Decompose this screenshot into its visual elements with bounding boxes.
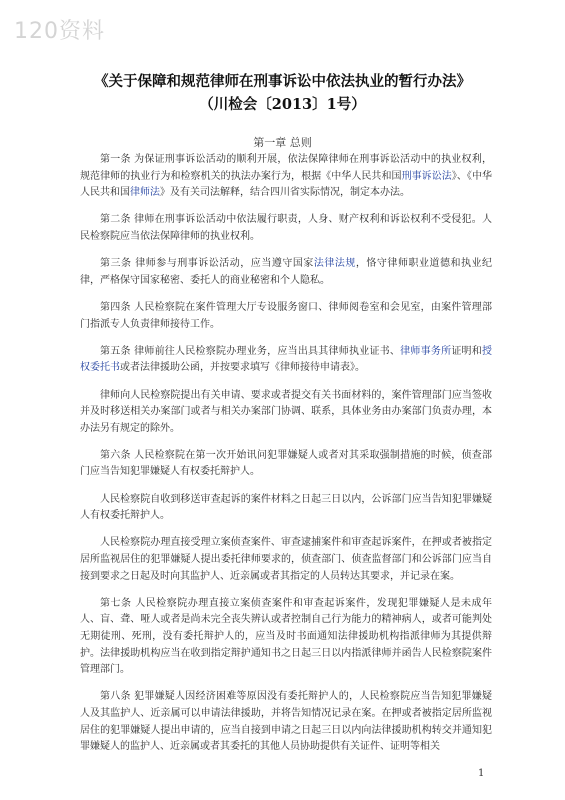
- paragraph-text: 第二条 律师在刑事诉讼活动中依法履行职责，人身、财产权利和诉讼权利不受侵犯。人民检察院应当依法保障律师的执业权利。: [80, 214, 492, 242]
- document-title: 《关于保障和规范律师在刑事诉讼中依法执业的暂行办法》: [94, 73, 471, 90]
- paragraph-text: 》及有关司法解释，结合四川省实际情况，制定本办法。: [160, 187, 410, 199]
- paragraph-text: 第四条 人民检察院在案件管理大厅专设服务窗口、律师阅卷室和会见室，由案件管理部门指派专人负责律师接待工作。: [80, 301, 492, 330]
- paragraph-text: ，恪守律师职业道德和执业纪律，严格保守国家秘密、委托人的商业秘密和个人隐私。: [80, 258, 493, 286]
- paragraph-text: 或者法律援助公函，并按要求填写《律师接待申请表》。: [120, 362, 365, 374]
- paragraph-text: 第五条 律师前往人民检察院办理业务，应当出具其律师执业证书、: [100, 345, 401, 357]
- inline-link[interactable]: 律师事务所: [400, 345, 452, 357]
- inline-link[interactable]: 法律法规: [313, 258, 356, 270]
- document-number: （川检会〔2013〕1号）: [199, 96, 366, 113]
- paragraph-text: 人民检察院自收到移送审查起诉的案件材料之日起三日以内，公诉部门应当告知犯罪嫌疑人有权委托辩护人。: [80, 493, 492, 522]
- paragraph: [80, 256, 492, 289]
- paragraph: [80, 388, 492, 438]
- paragraph: [80, 596, 492, 679]
- paragraph: [80, 492, 492, 525]
- paragraph-text: 第七条 人民检察院办理直接立案侦查案件和审查起诉案件，发现犯罪嫌疑人是未成年人、盲、聋、哑人或者是尚未完全丧失辨认或者控制自己行为能力的精神病人，或者可能判处无期徒刑、死刑，没有委托辩护人的，应当及时书面通知法律援助机构指派律师为其提供辩护。法律援助机构应当在收到指定辩护通知书之日起三日以内指派律师并函告人民检察院案件管理部门。: [80, 597, 492, 676]
- inline-link[interactable]: 授权委托书: [80, 345, 493, 374]
- watermark: 120资料: [14, 19, 105, 44]
- paragraph: [80, 344, 492, 377]
- page-number: 1: [478, 768, 485, 779]
- paragraph-text: 第一条 为保证刑事诉讼活动的顺利开展，依法保障律师在刑事诉讼活动中的执业权利，规范律师的执业行为和检察机关的执法办案行为，根据《中华人民共和国: [80, 154, 492, 182]
- paragraph-text: 证明和: [451, 345, 483, 357]
- document-body: [80, 152, 492, 766]
- paragraph-text: 第八条 犯罪嫌疑人因经济困难等原因没有委托辩护人的，人民检察院应当告知犯罪嫌疑人及其监护人、近亲属可以申请法律援助，并将告知情况记录在案。在押或者被指定居所监视居住的犯罪嫌疑人提出申请的，应当自接到申请之日起三日以内向法律援助机构转交并通知犯罪嫌疑人的监护人、近亲属或者其委托的其他人员协助提供有关证件、证明等相关: [80, 691, 492, 753]
- inline-link[interactable]: 刑事诉讼法: [401, 170, 452, 182]
- paragraph: [80, 212, 492, 245]
- paragraph: [80, 535, 492, 585]
- paragraph-text: 》、《中华人民共和国: [80, 170, 493, 199]
- inline-link[interactable]: 律师法: [130, 187, 160, 199]
- paragraph-text: 人民检察院办理直接受理立案侦查案件、审查逮捕案件和审查起诉案件，在押或者被指定居所监视居住的犯罪嫌疑人提出委托律师要求的，侦查部门、侦查监督部门和公诉部门应当自接到要求之日起及时向其监护人、近亲属或者其指定的人员转达其要求，并记录在案。: [80, 537, 492, 582]
- paragraph: [80, 300, 492, 333]
- paragraph: [80, 152, 492, 202]
- paragraph-text: 第三条 律师参与刑事诉讼活动，应当遵守国家: [100, 258, 314, 270]
- paragraph: [80, 689, 492, 755]
- chapter-heading: 第一章 总则: [253, 136, 312, 149]
- paragraph-text: 律师向人民检察院提出有关申请、要求或者提交有关书面材料的，案件管理部门应当签收并及时移送相关办案部门或者与相关办案部门协调、联系，具体业务由办案部门负责办理，本办法另有规定的除外。: [80, 389, 492, 434]
- paragraph-text: 第六条 人民检察院在第一次开始讯问犯罪嫌疑人或者对其采取强制措施的时候，侦查部门应当告知犯罪嫌疑人有权委托辩护人。: [80, 449, 492, 478]
- paragraph: [80, 448, 492, 481]
